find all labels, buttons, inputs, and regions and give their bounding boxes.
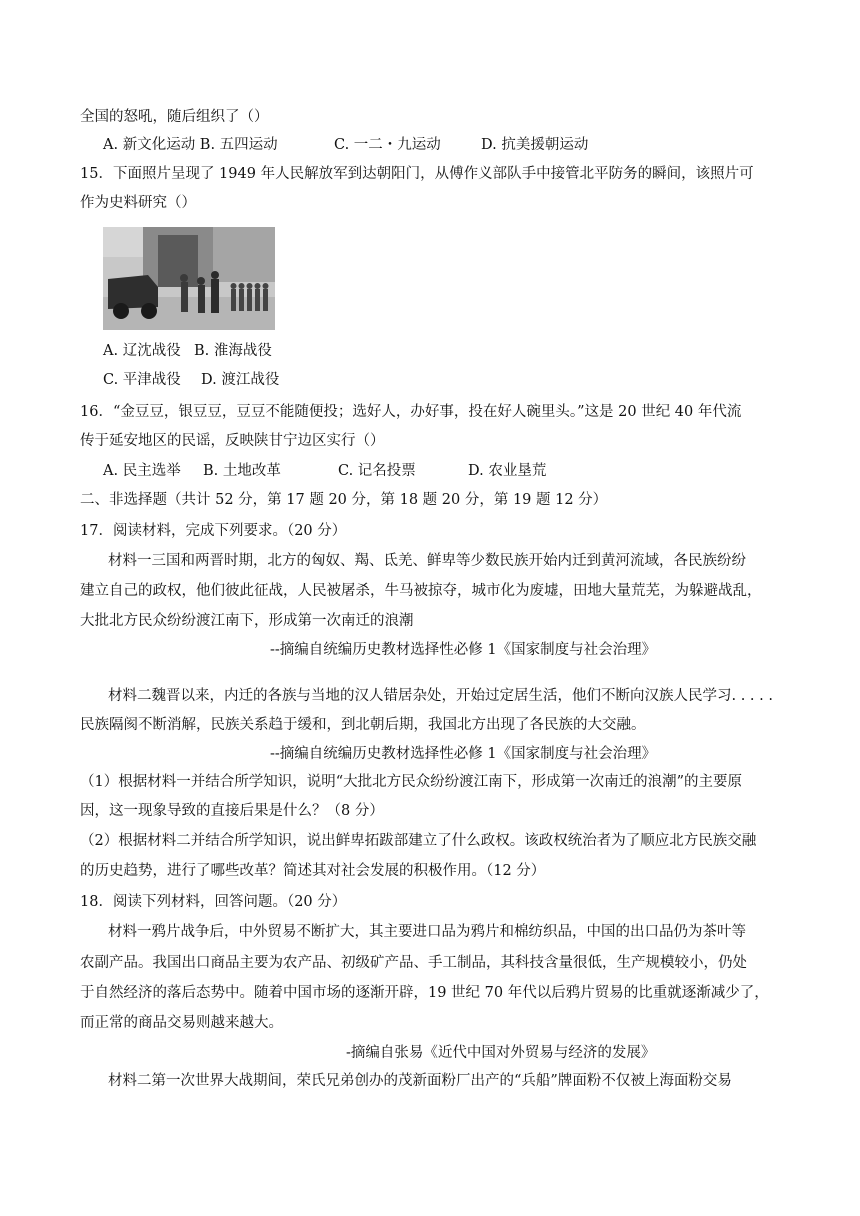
q17-part1-line2: 因，这一现象导致的直接后果是什么？（8 分）: [80, 803, 384, 819]
q16-stem-line2: 传于延安地区的民谣，反映陕甘宁边区实行（）: [80, 433, 385, 449]
q17-material1-source: --摘编自统编历史教材选择性必修 1《国家制度与社会治理》: [270, 642, 657, 658]
q15-option-a: A. 辽沈战役: [103, 343, 181, 359]
q17-part2-line2: 的历史趋势，进行了哪些改革？简述其对社会发展的积极作用。（12 分）: [80, 863, 546, 879]
q18-material1-line4: 而正常的商品交易则越来越大。: [80, 1015, 283, 1031]
q17-material2-line2: 民族隔阂不断消解，民族关系趋于缓和，到北朝后期，我国北方出现了各民族的大交融。: [80, 717, 646, 733]
q16-option-d: D. 农业垦荒: [468, 463, 547, 479]
q16-option-b: B. 土地改革: [203, 463, 281, 479]
q16-option-a: A. 民主选举: [103, 463, 181, 479]
q15-stem-line2: 作为史料研究（）: [80, 195, 196, 211]
q15-stem-line1: 15．下面照片呈现了 1949 年人民解放军到达朝阳门，从傅作义部队手中接管北平防务的瞬间，该照片可: [80, 166, 754, 182]
q18-material1-source: -摘编自张易《近代中国对外贸易与经济的发展》: [346, 1045, 656, 1061]
q16-option-c: C. 记名投票: [338, 463, 416, 479]
q16-stem-line1: 16．“金豆豆，银豆豆，豆豆不能随便投；选好人，办好事，投在好人碗里头。”这是 20 世纪 40 年代流: [80, 404, 742, 420]
q14-stem-continuation: 全国的怒吼，随后组织了（）: [80, 109, 269, 125]
q17-material1-line2: 建立自己的政权，他们彼此征战，人民被屠杀，牛马被掠夺，城市化为废墟，田地大量荒芜，为躲避战乱，: [80, 583, 762, 599]
q17-part1-line1: （1）根据材料一并结合所学知识，说明“大批北方民众纷纷渡江南下，形成第一次南迁的浪潮”的主要原: [80, 774, 743, 790]
q18-material2-line1: 材料二第一次世界大战期间，荣氏兄弟创办的茂新面粉厂出产的“兵船”牌面粉不仅被上海面粉交易: [108, 1073, 732, 1089]
q18-material1-line2: 农副产品。我国出口商品主要为农产品、初级矿产品、手工制品，其科技含量很低，生产规模较小，仍处: [80, 955, 747, 971]
q17-material1-line1: 材料一三国和两晋时期，北方的匈奴、羯、氐羌、鲜卑等少数民族开始内迁到黄河流域，各民族纷纷: [108, 553, 746, 569]
q17-part2-line1: （2）根据材料二并结合所学知识，说出鲜卑拓跋部建立了什么政权。该政权统治者为了顺应北方民族交融: [80, 833, 757, 849]
q15-option-b: B. 淮海战役: [194, 343, 272, 359]
q15-option-d: D. 渡江战役: [201, 372, 280, 388]
q18-material1-line1: 材料一鸦片战争后，中外贸易不断扩大，其主要进口品为鸦片和棉纺织品，中国的出口品仍为茶叶等: [108, 924, 746, 940]
q14-option-ab: A. 新文化运动 B. 五四运动: [103, 137, 278, 153]
q17-material2-line1: 材料二魏晋以来，内迁的各族与当地的汉人错居杂处，开始过定居生活，他们不断向汉族人民学习. . . . .: [108, 688, 773, 704]
q18-material1-line3: 于自然经济的落后态势中。随着中国市场的逐渐开辟，19 世纪 70 年代以后鸦片贸易的比重就逐渐减少了，: [80, 985, 769, 1001]
section-2-heading: 二、非选择题（共计 52 分，第 17 题 20 分，第 18 题 20 分，第 19 题 12 分）: [80, 492, 608, 508]
q14-option-c: C. 一二・九运动: [334, 137, 441, 153]
q14-option-d: D. 抗美援朝运动: [481, 137, 589, 153]
q17-material1-line3: 大批北方民众纷纷渡江南下，形成第一次南迁的浪潮: [80, 613, 414, 629]
q18-title: 18．阅读下列材料，回答问题。（20 分）: [80, 894, 347, 910]
q17-material2-source: --摘编自统编历史教材选择性必修 1《国家制度与社会治理》: [270, 746, 657, 762]
q15-option-c: C. 平津战役: [103, 372, 181, 388]
historical-photo: [103, 227, 275, 330]
q17-title: 17．阅读材料，完成下列要求。（20 分）: [80, 523, 347, 539]
